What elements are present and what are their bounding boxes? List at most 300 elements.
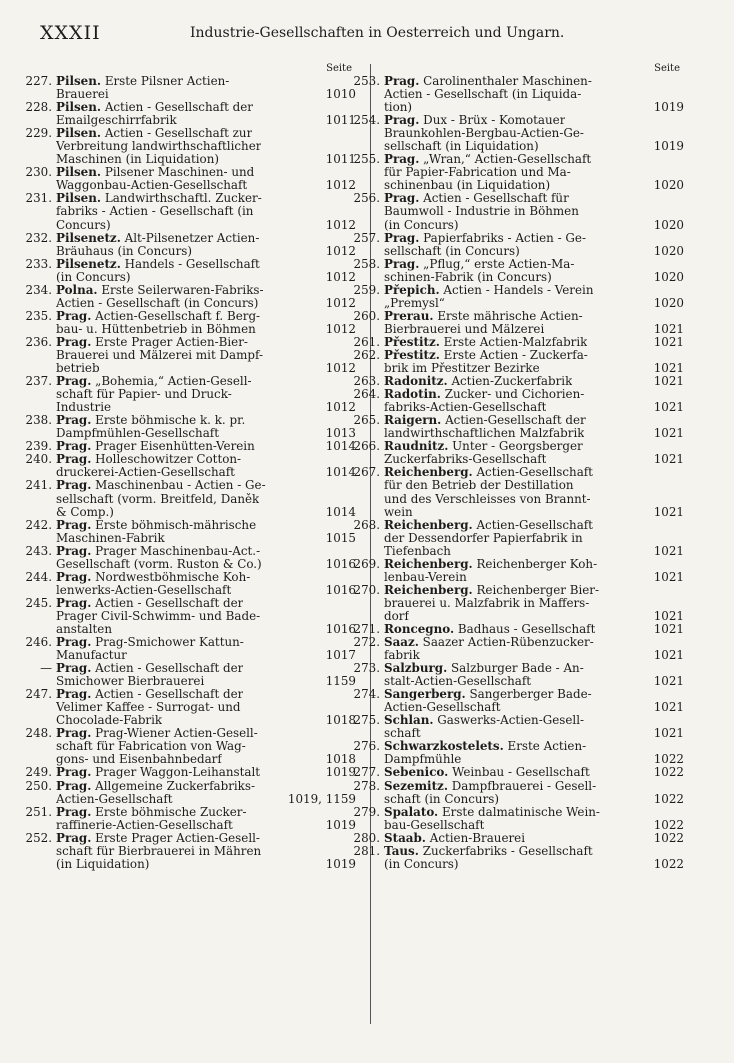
page-reference: 1014	[325, 466, 356, 480]
page-reference: 1012	[325, 322, 356, 336]
entry-line	[384, 205, 684, 218]
place-name: Prag.	[56, 805, 92, 819]
entry-number: —	[40, 661, 52, 676]
entry-text: Bierbrauerei und Mälzerei	[384, 322, 545, 336]
entry-text: schinenbau (in Liquidation)	[384, 179, 551, 193]
entry-text	[56, 597, 243, 610]
place-name: Prag.	[56, 688, 92, 702]
entry-line	[56, 271, 356, 284]
entry-text: schaft für Papier- und Druck-	[56, 388, 232, 402]
entry-number: 245.	[25, 595, 52, 610]
entry-description: Erste böhmisch-mährische	[95, 518, 257, 532]
entry-line	[384, 349, 684, 362]
page-reference: 1019, 1159	[287, 792, 356, 806]
place-name: Reichenberg.	[384, 557, 473, 571]
entry-description: Reichenberger Bier-	[476, 583, 599, 597]
entry-text: (in Concurs)	[56, 270, 131, 284]
index-entry	[25, 478, 356, 519]
running-title: Industrie-Gesellschaften in Oesterreich und Ungarn.	[190, 25, 565, 41]
entry-text	[384, 845, 593, 858]
entry-line	[56, 545, 356, 558]
entry-line	[384, 401, 684, 414]
place-name: Prag.	[56, 636, 92, 650]
entry-text	[56, 727, 258, 740]
entry-text: landwirthschaftlichen Malzfabrik	[384, 427, 585, 441]
page-reference: 1021	[653, 727, 684, 741]
entry-line	[56, 310, 356, 323]
entry-text	[56, 832, 260, 845]
entry-line	[56, 258, 356, 271]
entry-line	[384, 479, 684, 492]
page-reference: 1012	[325, 296, 356, 310]
place-name: Pilsen.	[56, 127, 102, 141]
entry-number: 246.	[25, 635, 52, 650]
entry-line	[384, 453, 684, 466]
entry-text: Bräuhaus (in Concurs)	[56, 244, 192, 258]
entry-line	[384, 310, 684, 323]
entry-line	[384, 414, 684, 427]
entry-description: Dux - Brüx - Komotauer	[423, 114, 566, 128]
index-entry	[353, 347, 684, 376]
entry-number: 238.	[25, 413, 52, 428]
entry-line	[384, 179, 684, 192]
entry-number: 244.	[25, 569, 52, 584]
entry-number: 267.	[353, 465, 380, 480]
index-entry	[353, 661, 684, 689]
page-reference: 1022	[653, 831, 684, 845]
entry-number: 264.	[353, 387, 380, 402]
entry-line	[56, 688, 356, 701]
entry-number: 249.	[25, 765, 52, 780]
entry-text	[384, 636, 594, 649]
entry-text	[384, 114, 565, 127]
entry-text: Manufactur	[56, 649, 127, 663]
page-reference: 1021	[653, 453, 684, 467]
place-name: Prag.	[56, 544, 92, 558]
entry-line	[384, 323, 684, 336]
entry-text	[56, 766, 260, 779]
entry-line	[384, 362, 684, 375]
entry-description: Maschinenbau - Actien - Ge-	[95, 479, 266, 493]
entry-text: Concurs)	[56, 218, 111, 232]
entry-line	[384, 127, 684, 140]
entry-text: Chocolade-Fabrik	[56, 714, 163, 728]
page-reference: 1019	[325, 818, 356, 832]
entry-line	[384, 271, 684, 284]
entry-line	[384, 219, 684, 232]
entry-line	[384, 427, 684, 440]
entry-line	[384, 375, 684, 388]
right-entries	[353, 74, 684, 871]
entry-text: Waggonbau-Actien-Gesellschaft	[56, 179, 248, 193]
entry-text	[384, 258, 574, 271]
entry-line	[56, 297, 356, 310]
entry-number: 233.	[25, 256, 52, 271]
entry-description: Erste böhmische k. k. pr.	[95, 414, 246, 428]
page-reference: 1022	[653, 792, 684, 806]
page-reference: 1014	[325, 505, 356, 519]
place-name: Prag.	[56, 662, 92, 676]
entry-text	[56, 284, 264, 297]
entry-line	[384, 806, 684, 819]
entry-description: Actien - Gesellschaft der	[95, 596, 244, 610]
index-entry	[25, 517, 356, 545]
entry-number: 256.	[353, 191, 380, 206]
page-reference: 1021	[653, 570, 684, 584]
entry-line	[384, 688, 684, 701]
entry-description: Actien-Gesellschaft der	[445, 414, 586, 428]
place-name: Prerau.	[384, 309, 434, 323]
entry-text	[384, 780, 596, 793]
entry-number: 247.	[25, 687, 52, 702]
page-reference: 1017	[325, 649, 356, 663]
page-number: XXXII	[40, 22, 101, 44]
entry-text: (in Liquidation)	[56, 857, 150, 871]
place-name: Sezemitz.	[384, 779, 448, 793]
entry-text	[56, 375, 252, 388]
entry-description: Prager Waggon-Leihanstalt	[95, 766, 261, 780]
index-entry	[25, 804, 356, 832]
page-reference: 1012	[325, 218, 356, 232]
page-reference: 1010	[325, 88, 356, 102]
entry-description: Erste mährische Actien-	[437, 309, 583, 323]
entry-number: 230.	[25, 165, 52, 180]
page-reference: 1022	[653, 818, 684, 832]
page-reference: 1012	[325, 362, 356, 376]
page-reference: 1021	[653, 701, 684, 715]
entry-text	[384, 440, 583, 453]
entry-text	[384, 284, 593, 297]
page-reference: 1012	[325, 401, 356, 415]
entry-text	[384, 688, 592, 701]
entry-description: Allgemeine Zuckerfabriks-	[95, 779, 256, 793]
entry-line	[384, 493, 684, 506]
place-name: Prag.	[56, 518, 92, 532]
entry-line	[56, 701, 356, 714]
index-entry	[353, 387, 684, 415]
index-entry	[353, 687, 684, 715]
entry-line	[56, 427, 356, 440]
entry-line	[56, 153, 356, 166]
entry-line	[56, 284, 356, 297]
entry-description: Sangerberger Bade-	[469, 688, 592, 702]
index-entry	[353, 804, 684, 832]
page-reference: 1022	[653, 857, 684, 871]
entry-text	[384, 232, 586, 245]
place-name: Přestitz.	[384, 348, 440, 362]
entry-text	[56, 479, 266, 492]
index-entry	[25, 452, 356, 480]
entry-number: 275.	[353, 713, 380, 728]
place-name: Prag.	[384, 75, 420, 88]
entry-line	[56, 753, 356, 766]
entry-text: Prager Civil-Schwimm- und Bade-	[56, 609, 261, 623]
entry-number: 257.	[353, 230, 380, 245]
entry-line	[56, 727, 356, 740]
index-entry	[353, 439, 684, 467]
entry-description: Carolinenthaler Maschinen-	[423, 75, 592, 88]
index-entry	[25, 374, 356, 415]
left-entries	[25, 74, 356, 871]
page-reference: 1022	[653, 766, 684, 780]
entry-line	[56, 610, 356, 623]
index-entry	[353, 765, 684, 780]
right-column	[353, 62, 684, 871]
entry-text	[384, 740, 586, 753]
entry-number: 265.	[353, 413, 380, 428]
entry-number: 250.	[25, 778, 52, 793]
entry-text: fabriks-Actien-Gesellschaft	[384, 401, 547, 415]
index-entry	[25, 413, 356, 441]
entry-text	[384, 766, 590, 779]
entry-number: 248.	[25, 726, 52, 741]
page-reference: 1019	[325, 857, 356, 871]
entry-text: druckerei-Actien-Gesellschaft	[56, 466, 235, 480]
entry-text	[384, 623, 595, 636]
entry-description: Actien-Gesellschaft f. Berg-	[95, 309, 261, 323]
entry-description: „Pflug,“ erste Actien-Ma-	[423, 257, 575, 271]
entry-description: Reichenberger Koh-	[476, 557, 598, 571]
entry-line	[56, 649, 356, 662]
entry-line	[56, 519, 356, 532]
place-name: Reichenberg.	[384, 466, 473, 480]
entry-text	[56, 166, 254, 179]
entry-line	[384, 636, 684, 649]
entry-text: schinen-Fabrik (in Concurs)	[384, 270, 552, 284]
place-name: Pilsen.	[56, 192, 102, 206]
entry-line	[384, 649, 684, 662]
page-reference: 1022	[653, 753, 684, 767]
place-name: Prag.	[56, 766, 92, 780]
entry-line	[56, 793, 356, 806]
entry-text: & Comp.)	[56, 505, 114, 519]
entry-description: Actien-Gesellschaft	[476, 518, 593, 532]
entry-description: Badhaus - Gesellschaft	[457, 622, 596, 636]
entry-text: Brauerei und Mälzerei mit Dampf-	[56, 348, 264, 362]
entry-line	[384, 623, 684, 636]
entry-line	[56, 323, 356, 336]
place-name: Radotin.	[384, 388, 441, 402]
entry-line	[56, 166, 356, 179]
entry-text: brauerei u. Malzfabrik in Maffers-	[384, 596, 590, 610]
entry-text	[56, 636, 244, 649]
index-entry	[353, 582, 684, 623]
entry-number: 231.	[25, 191, 52, 206]
entry-text: sellschaft (vorm. Breitfeld, Daněk	[56, 492, 260, 506]
entry-number: 273.	[353, 661, 380, 676]
entry-line	[384, 192, 684, 205]
page-reference: 1019	[325, 766, 356, 780]
entry-line	[384, 388, 684, 401]
index-entry	[25, 126, 356, 167]
entry-text: Actien - Gesellschaft (in Concurs)	[56, 296, 259, 310]
entry-description: Erste böhmische Zucker-	[95, 805, 247, 819]
index-entry	[353, 334, 684, 349]
entry-line	[56, 205, 356, 218]
index-entry	[353, 621, 684, 636]
entry-line	[384, 519, 684, 532]
entry-number: 251.	[25, 804, 52, 819]
entry-line	[56, 349, 356, 362]
entry-line	[384, 832, 684, 845]
index-entry	[353, 517, 684, 558]
entry-description: Actien - Gesellschaft zur	[104, 127, 253, 141]
entry-description: Erste Actien-Malzfabrik	[443, 335, 588, 349]
index-entry	[353, 465, 684, 519]
index-entry	[353, 830, 684, 845]
entry-text: schaft für Fabrication von Wag-	[56, 740, 246, 754]
entry-line	[384, 819, 684, 832]
entry-description: „Bohemia,“ Actien-Gesell-	[95, 375, 252, 389]
index-entry	[353, 191, 684, 232]
entry-description: Holleschowitzer Cotton-	[95, 453, 242, 467]
entry-line	[56, 584, 356, 597]
page-reference: 1021	[653, 505, 684, 519]
page-reference: 1020	[653, 244, 684, 258]
entry-number: 235.	[25, 308, 52, 323]
entry-text: für den Betrieb der Destillation	[384, 479, 574, 493]
entry-line	[384, 714, 684, 727]
entry-description: Erste Prager Actien-Gesell-	[95, 831, 260, 845]
place-name: Prag.	[56, 309, 92, 323]
page-reference: 1018	[325, 714, 356, 728]
entry-text: bau- u. Hüttenbetrieb in Böhmen	[56, 322, 256, 336]
entry-text: Actien-Gesellschaft	[56, 792, 173, 806]
index-entry	[25, 635, 356, 663]
page-header	[40, 22, 690, 52]
entry-number: 253.	[353, 74, 380, 88]
left-column	[25, 62, 356, 871]
place-name: Prag.	[56, 440, 92, 454]
place-name: Reichenberg.	[384, 583, 473, 597]
entry-text	[384, 832, 525, 845]
entry-text	[384, 388, 584, 401]
entry-text: für Papier-Fabrication und Ma-	[384, 166, 571, 180]
entry-line	[384, 232, 684, 245]
entry-line	[56, 219, 356, 232]
entry-text	[56, 75, 229, 88]
entry-text: Brauerei	[56, 88, 109, 102]
index-entry	[25, 100, 356, 128]
entry-number: 274.	[353, 687, 380, 702]
place-name: Pilsenetz.	[56, 257, 121, 271]
entry-line	[384, 297, 684, 310]
place-name: Pilsen.	[56, 166, 102, 180]
entry-text: Braunkohlen-Bergbau-Actien-Ge-	[384, 127, 584, 141]
entry-description: Actien-Gesellschaft	[476, 466, 593, 480]
entry-number: 278.	[353, 778, 380, 793]
entry-number: 242.	[25, 517, 52, 532]
entry-line	[56, 401, 356, 414]
entry-line	[56, 440, 356, 453]
entry-number: 259.	[353, 282, 380, 297]
entry-text: Dampfmühle	[384, 753, 462, 767]
entry-line	[56, 766, 356, 779]
entry-text: Dampfmühlen-Gesellschaft	[56, 427, 219, 441]
entry-description: Weinbau - Gesellschaft	[452, 766, 590, 780]
entry-line	[56, 636, 356, 649]
entry-number: 262.	[353, 347, 380, 362]
entry-text: Gesellschaft (vorm. Ruston & Co.)	[56, 557, 262, 571]
page-reference: 1021	[653, 401, 684, 415]
place-name: Pilsenetz.	[56, 231, 121, 245]
entry-text	[56, 519, 256, 532]
index-entry	[353, 152, 684, 193]
entry-number: 261.	[353, 334, 380, 349]
entry-line	[56, 414, 356, 427]
page-reference: 1012	[325, 244, 356, 258]
index-entry	[25, 230, 356, 258]
entry-number: 227.	[25, 74, 52, 88]
place-name: Prag.	[384, 114, 420, 128]
page-reference: 1020	[653, 179, 684, 193]
entry-description: Salzburger Bade - An-	[451, 662, 584, 676]
entry-text	[56, 440, 255, 453]
entry-line	[384, 440, 684, 453]
entry-text	[56, 545, 260, 558]
index-entry	[353, 413, 684, 441]
entry-number: 266.	[353, 439, 380, 454]
entry-text: Industrie	[56, 401, 112, 415]
place-name: Saaz.	[384, 636, 419, 650]
entry-text: stalt-Actien-Gesellschaft	[384, 675, 532, 689]
index-entry	[25, 595, 356, 636]
entry-text	[56, 662, 243, 675]
entry-description: Erste dalmatinische Wein-	[441, 805, 600, 819]
index-entry	[25, 569, 356, 597]
entry-text	[384, 714, 584, 727]
entry-line	[384, 140, 684, 153]
entry-text	[56, 310, 260, 323]
entry-text	[384, 310, 583, 323]
entry-line	[384, 740, 684, 753]
index-entry	[25, 191, 356, 232]
place-name: Sebenico.	[384, 766, 449, 780]
place-name: Prag.	[56, 479, 92, 493]
entry-line	[56, 101, 356, 114]
entry-text	[384, 349, 588, 362]
entry-number: 270.	[353, 582, 380, 597]
entry-line	[384, 466, 684, 479]
entry-description: Dampfbrauerei - Gesell-	[451, 779, 597, 793]
page-reference: 1019	[653, 140, 684, 154]
entry-description: Erste Actien - Zuckerfa-	[443, 348, 588, 362]
place-name: Prag.	[56, 414, 92, 428]
entry-line	[56, 740, 356, 753]
entry-description: Alt-Pilsenetzer Actien-	[124, 231, 260, 245]
entry-number: 279.	[353, 804, 380, 819]
entry-description: Prag-Wiener Actien-Gesell-	[95, 727, 258, 741]
entry-number: 232.	[25, 230, 52, 245]
place-name: Polna.	[56, 283, 98, 297]
entry-line	[56, 466, 356, 479]
index-entry	[353, 739, 684, 767]
entry-text	[56, 127, 252, 140]
entry-line	[56, 532, 356, 545]
entry-line	[56, 453, 356, 466]
page-reference: 1013	[325, 427, 356, 441]
entry-line	[56, 558, 356, 571]
entry-number: 229.	[25, 126, 52, 141]
index-entry	[25, 439, 356, 454]
index-entry	[353, 556, 684, 584]
place-name: Schlan.	[384, 714, 434, 728]
entry-text: „Premysl“	[384, 296, 445, 310]
entry-text	[56, 101, 253, 114]
entry-text: (in Concurs)	[384, 857, 459, 871]
entry-text: tion)	[384, 101, 413, 115]
page-reference: 1015	[325, 531, 356, 545]
